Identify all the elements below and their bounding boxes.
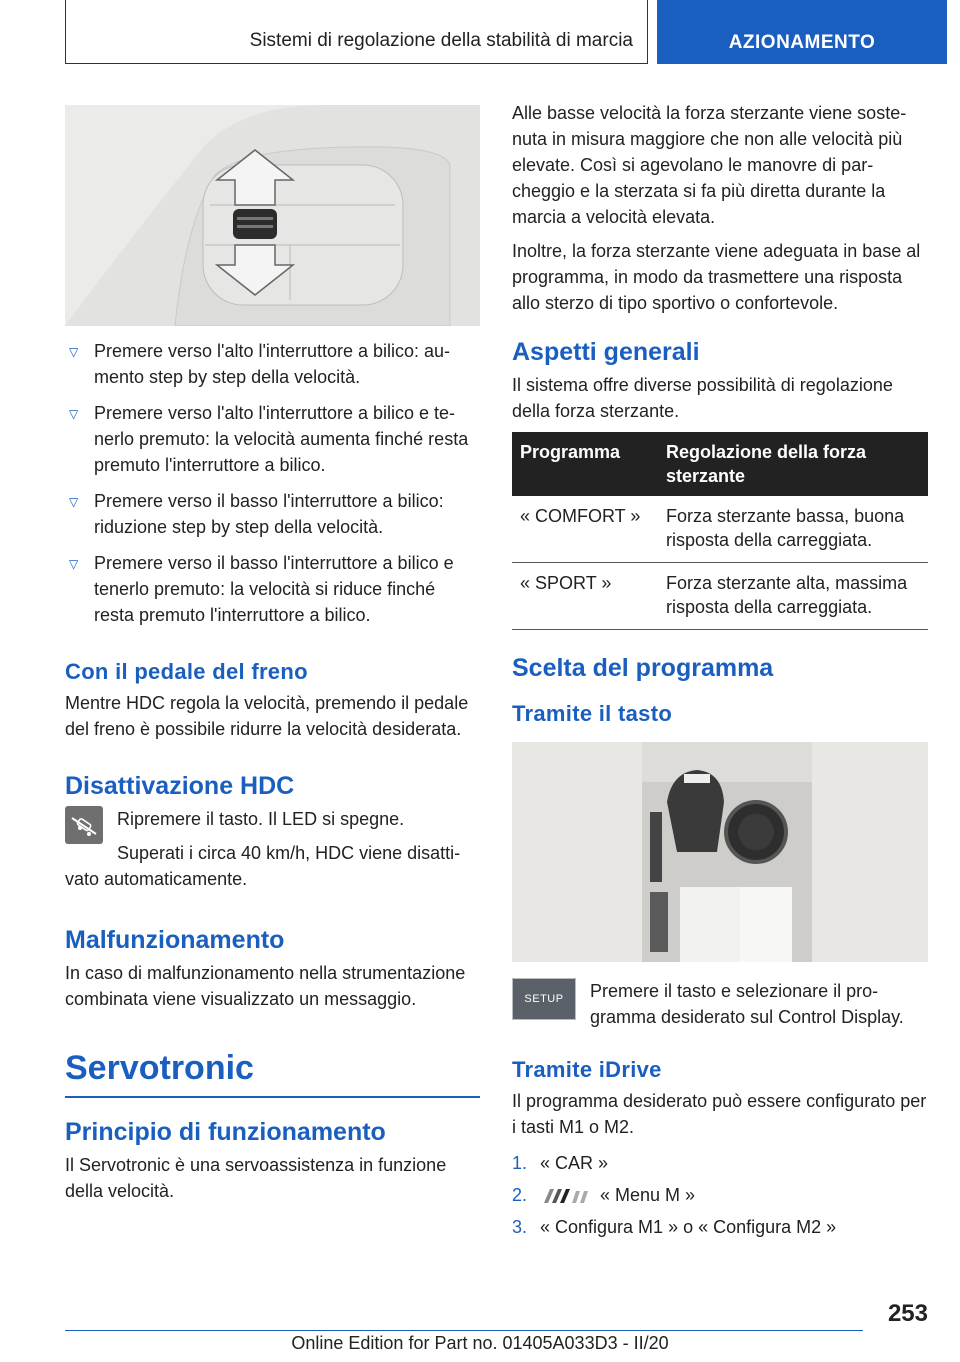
program-selection-heading: Scelta del programma <box>512 654 774 682</box>
header-section-box <box>65 0 648 64</box>
servotronic-intro-2: Inoltre, la forza sterzante viene adeguata in base al programma, in modo da trasmettere una risposta allo sterzo di tipo sportivo o confortevole. <box>512 241 921 313</box>
footer-divider <box>65 1330 863 1331</box>
center-console-image <box>512 742 928 962</box>
list-item: 1. « CAR » <box>512 1153 609 1173</box>
general-text: Il sistema offre diverse possibilità di regolazione della forza sterzante. <box>512 375 893 421</box>
list-item: ▽ Premere verso l'alto l'interruttore a bilico e tenerlo premuto: la velocità aumenta finché resta premuto l'interruttore a bilico. <box>69 403 469 475</box>
list-item: ▽ Premere verso l'alto l'interruttore a bilico: aumento step by step della velocità. <box>69 341 451 387</box>
hdc-deactivation-text1: Ripremere il tasto. Il LED si spegne. <box>117 809 405 829</box>
hdc-deactivation-heading: Disattivazione HDC <box>65 772 295 800</box>
program-table <box>512 432 928 630</box>
idrive-text: Il programma desiderato può essere configurato per i tasti M1 o M2. <box>512 1091 927 1137</box>
header-chapter-tab: AZIONAMENTO <box>657 0 947 64</box>
setup-instruction-row <box>512 978 928 1030</box>
list-item: ▽ Premere verso il basso l'interruttore a bilico e tenerlo premuto: la velocità si riduce finché resta premuto l'interruttore a bilico. <box>69 553 454 625</box>
table-cell: « COMFORT » <box>512 496 658 563</box>
table-header-steering: Regolazione della forza sterzante <box>658 432 928 496</box>
principle-heading: Principio di funzionamento <box>65 1118 386 1146</box>
triangle-bullet-icon: ▽ <box>69 495 79 509</box>
header-section-title: Sistemi di regolazione della stabilità di marcia <box>249 30 633 51</box>
table-header-row <box>512 432 928 496</box>
m-stripes-icon <box>540 1189 590 1203</box>
idrive-steps <box>512 1150 928 1240</box>
servotronic-title-block <box>65 1046 480 1098</box>
footer-edition: Online Edition for Part no. 01405A033D3 - II/20 <box>291 1333 669 1353</box>
servotronic-intro-1: Alle basse velocità la forza sterzante viene sostenuta in misura maggiore che non alle velocità più elevate. Così si agevolano le manovre di parcheggio e la sterzata si fa più diretta durante la marcia a velocità elevata. <box>512 103 907 227</box>
via-idrive-heading: Tramite iDrive <box>512 1057 662 1082</box>
table-row <box>512 496 928 563</box>
principle-text: Il Servotronic è una servoassistenza in funzione della velocità. <box>65 1155 447 1201</box>
via-button-heading: Tramite il tasto <box>512 701 673 726</box>
rocker-switch-instructions <box>65 338 480 628</box>
triangle-bullet-icon: ▽ <box>69 557 79 571</box>
table-cell: « SPORT » <box>512 563 658 630</box>
hill-descent-icon <box>65 806 103 844</box>
table-header-program: Programma <box>512 432 658 496</box>
hdc-deactivation-text2: Superati i circa 40 km/h, HDC viene disattivato automaticamente. <box>65 843 461 889</box>
table-row <box>512 563 928 630</box>
hdc-deactivation-row <box>65 806 480 844</box>
list-item: 2. « Menu M » <box>512 1185 696 1205</box>
general-heading: Aspetti generali <box>512 338 700 366</box>
triangle-bullet-icon: ▽ <box>69 407 79 421</box>
steering-wheel-rocker-image <box>65 105 480 326</box>
left-column <box>65 105 480 1212</box>
setup-instruction-text: Premere il tasto e selezionare il programma desiderato sul Control Display. <box>590 981 904 1027</box>
brake-pedal-heading: Con il pedale del freno <box>65 659 308 684</box>
list-item: 3. « Configura M1 » o « Configura M2 » <box>512 1217 837 1237</box>
center-console-illustration <box>512 742 928 962</box>
steering-wheel-illustration <box>65 105 480 326</box>
list-item: ▽ Premere verso il basso l'interruttore a bilico: riduzione step by step della velocità. <box>69 491 444 537</box>
table-cell: Forza sterzante bassa, buona risposta della carreggiata. <box>658 496 928 563</box>
right-column <box>512 100 928 1246</box>
page-number: 253 <box>887 1300 928 1327</box>
setup-button-icon: SETUP <box>512 978 576 1020</box>
table-cell: Forza sterzante alta, massima risposta della carreggiata. <box>658 563 928 630</box>
malfunction-text: In caso di malfunzionamento nella strumentazione combinata viene visualizzato un messaggio. <box>65 963 466 1009</box>
triangle-bullet-icon: ▽ <box>69 345 79 359</box>
brake-pedal-text: Mentre HDC regola la velocità, premendo il pedale del freno è possibile ridurre la velocità desiderata. <box>65 693 469 739</box>
malfunction-heading: Malfunzionamento <box>65 926 285 954</box>
servotronic-heading: Servotronic <box>65 1049 254 1087</box>
